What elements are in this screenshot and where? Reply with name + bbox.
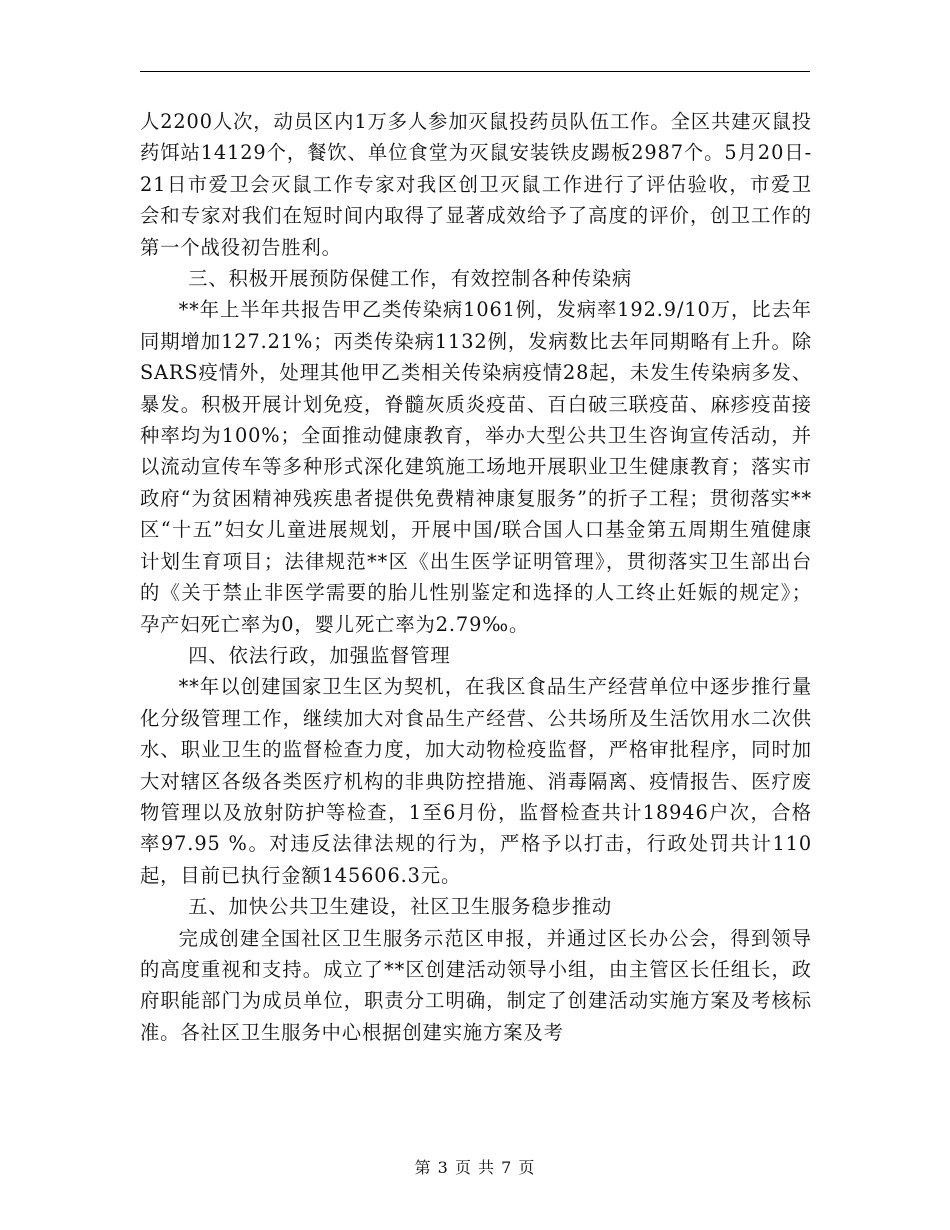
header-rule	[140, 71, 810, 72]
paragraph-supervision: **年以创建国家卫生区为契机，在我区食品生产经营单位中逐步推行量化分级管理工作，继续加大对食品生产经营、公共场所及生活饮用水二次供水、职业卫生的监督检查力度，加大动物检疫监督，严格审批程序，同时加大对辖区各级各类医疗机构的非典防控措施、消毒隔离、疫情报告、医疗废物管理以及放射防护等检查，1至6月份，监督检查共计18946户次，合格率97.95 %。对违反法律法规的行为，严格予以打击，行政处罚共计110起，目前已执行金额145606.3元。	[140, 675, 812, 887]
section-heading-disease-prevention: 三、积极开展预防保健工作，有效控制各种传染病	[188, 267, 633, 291]
page-footer: 第 3 页 共 7 页	[414, 1158, 536, 1177]
section-heading-community-health: 五、加快公共卫生建设，社区卫生服务稳步推动	[188, 895, 613, 919]
paragraph-disease-prevention: **年上半年共报告甲乙类传染病1061例，发病率192.9/10万，比去年同期增加127.21%；丙类传染病1132例，发病数比去年同期略有上升。除SARS疫情外，处理其他甲乙类相关传染病疫情28起，未发生传染病多发、暴发。积极开展计划免疫，脊髓灰质炎疫苗、百白破三联疫苗、麻疹疫苗接种率均为100%；全面推动健康教育，举办大型公共卫生咨询宣传活动，并以流动宣传车等多种形式深化建筑施工场地开展职业卫生健康教育；落实市政府“为贫困精神残疾患者提供免费精神康复服务”的折子工程；贯彻落实**区“十五”妇女儿童进展规划，开展中国/联合国人口基金第五周期生殖健康计划生育项目；法律规范**区《出生医学证明管理》，贯彻落实卫生部出台的《关于禁止非医学需要的胎儿性别鉴定和选择的人工终止妊娠的规定》；孕产妇死亡率为0，婴儿死亡率为2.79‰。	[140, 298, 812, 636]
document-body	[140, 106, 812, 1048]
paragraph-rodent-control: 人2200人次，动员区内1万多人参加灭鼠投药员队伍工作。全区共建灭鼠投药饵站14129个，餐饮、单位食堂为灭鼠安装铁皮踢板2987个。5月20日-21日市爱卫会灭鼠工作专家对我区创卫灭鼠工作进行了评估验收，市爱卫会和专家对我们在短时间内取得了显著成效给予了高度的评价，创卫工作的第一个战役初告胜利。	[140, 110, 812, 259]
paragraph-community-health: 完成创建全国社区卫生服务示范区申报，并通过区长办公会，得到领导的高度重视和支持。成立了**区创建活动领导小组，由主管区长任组长，政府职能部门为成员单位，职责分工明确，制定了创建活动实施方案及考核标准。各社区卫生服务中心根据创建实施方案及考	[140, 926, 812, 1044]
section-heading-supervision: 四、依法行政，加强监督管理	[188, 643, 451, 667]
